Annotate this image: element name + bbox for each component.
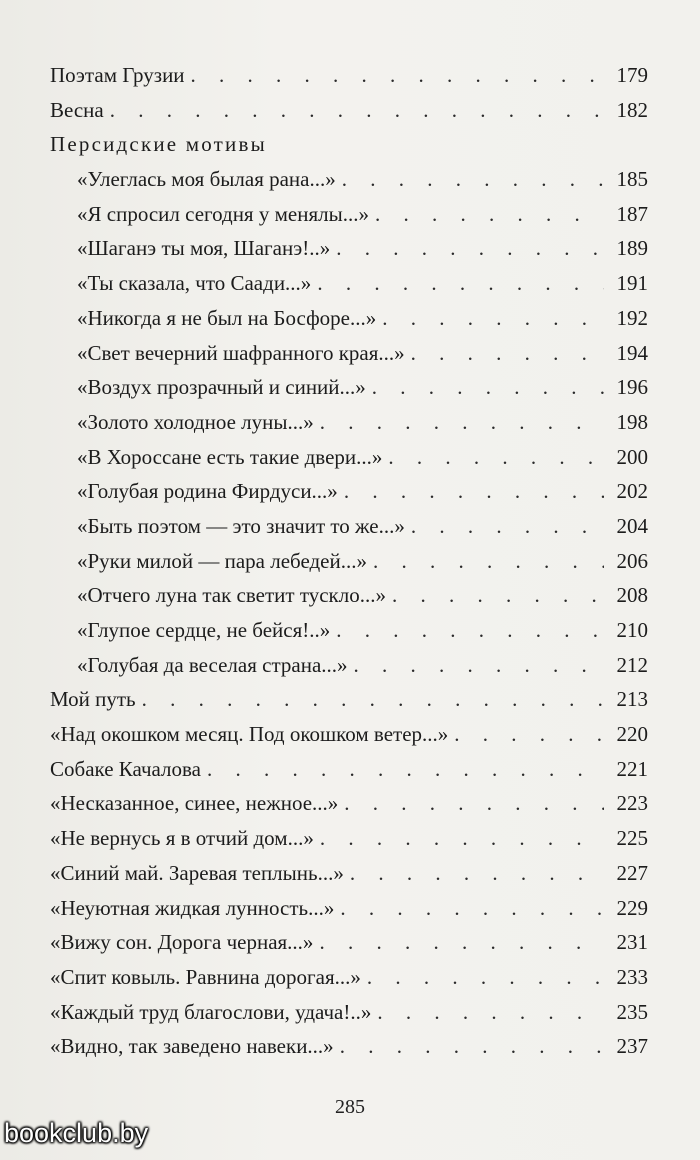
- toc-entry-title: Персидские мотивы: [50, 132, 267, 157]
- toc-entry: [50, 162, 648, 197]
- toc-entry-title: «Руки милой — пара лебедей...»: [77, 548, 367, 573]
- toc-leader-dots: [110, 93, 604, 128]
- toc-entry: [50, 786, 648, 821]
- toc-entry: [50, 578, 648, 613]
- toc-leader-dots: [191, 58, 604, 93]
- toc-leader-dots: [373, 544, 604, 579]
- toc-entry: [50, 405, 648, 440]
- toc-entry-title: «Я спросил сегодня у менялы...»: [77, 201, 369, 226]
- toc-entry: [50, 925, 648, 960]
- toc-leader-dots: [382, 301, 604, 336]
- toc-leader-dots: [336, 231, 604, 266]
- toc-entry-page: 204: [616, 513, 648, 538]
- toc-entry-page: 206: [616, 548, 648, 573]
- toc-leader-dots: [342, 162, 604, 197]
- toc-entry: [50, 301, 648, 336]
- toc-entry: [50, 1029, 648, 1064]
- toc-leader-dots: [388, 440, 604, 475]
- toc-section-heading: [50, 127, 648, 162]
- toc-entry-title: «Голубая да веселая страна...»: [77, 652, 348, 677]
- toc-entry-title: «Синий май. Заревая теплынь...»: [50, 860, 344, 885]
- toc-entry: [50, 266, 648, 301]
- toc-entry-page: 187: [616, 201, 648, 226]
- toc-entry-page: 192: [616, 305, 648, 330]
- toc-entry-title: «Шаганэ ты моя, Шаганэ!..»: [77, 236, 331, 261]
- toc-leader-dots: [454, 717, 604, 752]
- toc-entry: [50, 231, 648, 266]
- toc-entry: [50, 613, 648, 648]
- toc-entry: [50, 370, 648, 405]
- toc-entry-title: Мой путь: [50, 687, 136, 712]
- toc-entry: [50, 197, 648, 232]
- toc-entry-title: «Вижу сон. Дорога черная...»: [50, 930, 314, 955]
- toc-leader-dots: [142, 682, 604, 717]
- toc-entry-page: 182: [616, 97, 648, 122]
- toc-entry-page: 191: [616, 271, 648, 296]
- toc-entry-page: 194: [616, 340, 648, 365]
- toc-entry-page: 229: [616, 895, 648, 920]
- toc-entry: [50, 474, 648, 509]
- toc-leader-dots: [377, 995, 604, 1030]
- toc-entry-title: Весна: [50, 97, 104, 122]
- toc-entry-page: 221: [616, 756, 648, 781]
- toc-entry-page: 223: [616, 791, 648, 816]
- toc-entry-page: 210: [616, 618, 648, 642]
- toc-entry: [50, 682, 648, 717]
- toc-entry-title: «Золото холодное луны...»: [77, 409, 314, 434]
- toc-leader-dots: [344, 786, 604, 821]
- page-number: 285: [335, 1096, 365, 1118]
- toc-entry-title: «Видно, так заведено навеки...»: [50, 1034, 334, 1059]
- toc-entry-page: 212: [616, 652, 648, 677]
- toc-entry-page: 189: [616, 236, 648, 261]
- toc-entry-title: «Над окошком месяц. Под окошком ветер...»: [50, 722, 449, 747]
- toc-entry-title: «Глупое сердце, не бейся!..»: [77, 618, 331, 642]
- toc-entry: [50, 891, 648, 926]
- toc-entry: [50, 960, 648, 995]
- table-of-contents: [50, 58, 648, 1064]
- toc-entry-page: 225: [616, 826, 648, 851]
- toc-leader-dots: [411, 336, 604, 371]
- toc-entry-title: «Каждый труд благослови, удача!..»: [50, 999, 372, 1024]
- toc-entry: [50, 717, 648, 752]
- toc-leader-dots: [375, 197, 604, 232]
- toc-entry-title: «Воздух прозрачный и синий...»: [77, 375, 366, 400]
- toc-entry: [50, 58, 648, 93]
- toc-entry-title: «Голубая родина Фирдуси...»: [77, 479, 338, 504]
- toc-entry-page: 235: [616, 999, 648, 1024]
- toc-entry: [50, 995, 648, 1030]
- toc-entry: [50, 336, 648, 371]
- toc-entry-title: «В Хороссане есть такие двери...»: [77, 444, 383, 469]
- watermark: bookclub.by: [4, 1118, 149, 1148]
- toc-entry-title: «Неуютная жидкая лунность...»: [50, 895, 335, 920]
- toc-entry-title: Собаке Качалова: [50, 756, 201, 781]
- toc-entry-title: «Улеглась моя былая рана...»: [77, 167, 336, 192]
- toc-entry-page: 208: [616, 583, 648, 608]
- toc-entry-page: 220: [616, 722, 648, 747]
- toc-leader-dots: [354, 648, 604, 683]
- toc-entry: [50, 821, 648, 856]
- toc-leader-dots: [411, 509, 604, 544]
- toc-entry: [50, 856, 648, 891]
- toc-leader-dots: [350, 856, 604, 891]
- toc-leader-dots: [392, 578, 604, 613]
- toc-entry-page: 213: [616, 687, 648, 712]
- toc-entry: [50, 440, 648, 475]
- toc-entry-page: 202: [616, 479, 648, 504]
- toc-entry-title: «Ты сказала, что Саади...»: [77, 271, 312, 296]
- toc-entry-page: 185: [616, 167, 648, 192]
- toc-entry-page: 237: [616, 1034, 648, 1059]
- toc-entry-page: 196: [616, 375, 648, 400]
- toc-entry-page: 179: [616, 63, 648, 87]
- toc-entry-page: 200: [616, 444, 648, 469]
- toc-leader-dots: [372, 370, 604, 405]
- toc-entry: [50, 648, 648, 683]
- toc-leader-dots: [336, 613, 604, 648]
- toc-entry-title: «Быть поэтом — это значит то же...»: [77, 513, 405, 538]
- toc-leader-dots: [320, 821, 604, 856]
- toc-entry-title: Поэтам Грузии: [50, 63, 185, 87]
- toc-entry-page: 231: [616, 930, 648, 955]
- toc-leader-dots: [340, 891, 604, 926]
- toc-entry-page: 198: [616, 409, 648, 434]
- toc-entry: [50, 509, 648, 544]
- toc-leader-dots: [320, 405, 604, 440]
- toc-entry-title: «Свет вечерний шафранного края...»: [77, 340, 405, 365]
- toc-entry: [50, 93, 648, 128]
- toc-entry-title: «Несказанное, синее, нежное...»: [50, 791, 339, 816]
- toc-entry-page: 233: [616, 964, 648, 989]
- toc-entry-title: «Не вернусь я в отчий дом...»: [50, 826, 314, 851]
- toc-entry-title: «Отчего луна так светит тускло...»: [77, 583, 386, 608]
- toc-leader-dots: [340, 1029, 604, 1064]
- toc-entry-title: «Никогда я не был на Босфоре...»: [77, 305, 377, 330]
- toc-leader-dots: [319, 925, 604, 960]
- toc-entry-page: 227: [616, 860, 648, 885]
- toc-entry-title: «Спит ковыль. Равнина дорогая...»: [50, 964, 361, 989]
- toc-leader-dots: [344, 474, 604, 509]
- toc-leader-dots: [367, 960, 604, 995]
- toc-entry: [50, 752, 648, 787]
- toc-leader-dots: [317, 266, 604, 301]
- toc-entry: [50, 544, 648, 579]
- toc-leader-dots: [207, 752, 604, 787]
